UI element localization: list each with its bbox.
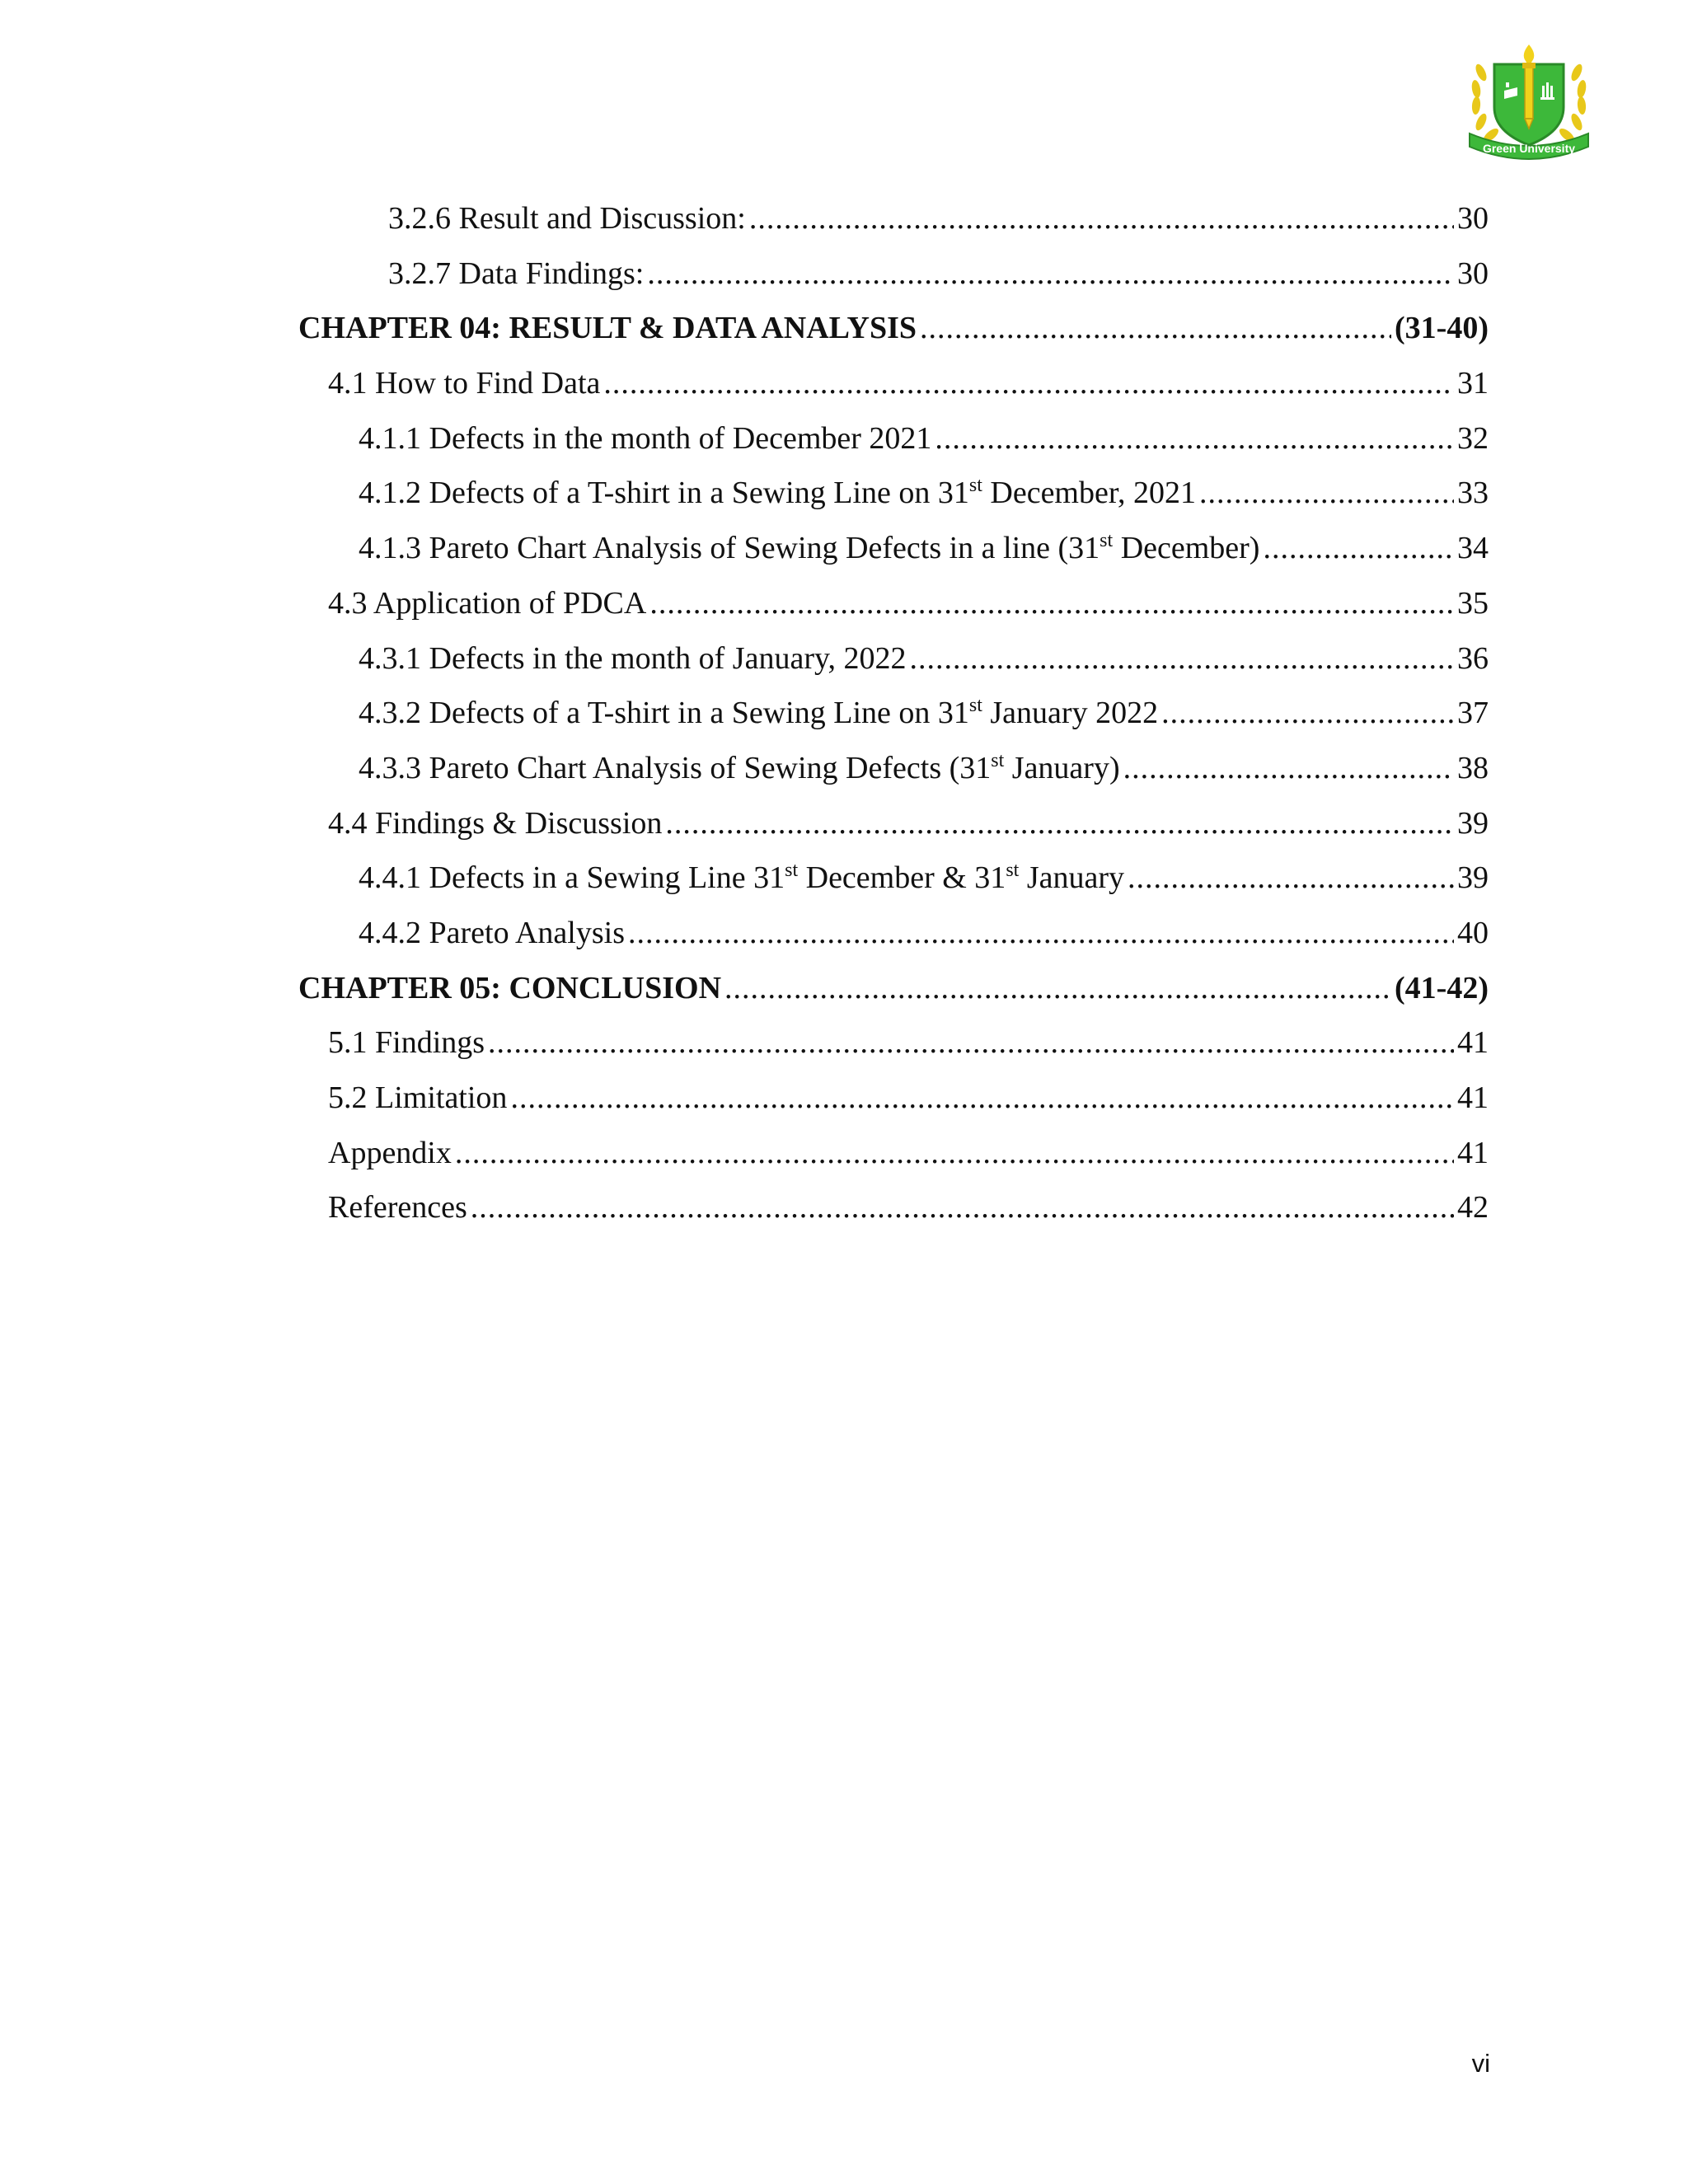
toc-entry-title: 4.3.1 Defects in the month of January, 2022 — [359, 640, 907, 676]
toc-dot-leader — [665, 796, 1454, 851]
toc-entry-title: 3.2.6 Result and Discussion: — [388, 201, 746, 236]
toc-entry[interactable] — [298, 356, 1489, 411]
toc-chapter-title: CHAPTER 04: RESULT & DATA ANALYSIS — [298, 311, 917, 346]
toc-chapter-entry[interactable] — [298, 961, 1489, 1016]
toc-entry-title: 4.1.3 Pareto Chart Analysis of Sewing Defects in a line (31st December) — [359, 530, 1260, 566]
toc-entry-title: 4.1.1 Defects in the month of December 2021 — [359, 420, 932, 456]
toc-dot-leader — [1263, 521, 1454, 576]
toc-dot-leader — [488, 1015, 1454, 1071]
toc-dot-leader — [628, 906, 1454, 961]
toc-entry-page: 41 — [1457, 1080, 1489, 1115]
toc-entry-page: 38 — [1457, 750, 1489, 785]
toc-entry[interactable] — [298, 576, 1489, 631]
toc-entry-title: 5.1 Findings — [328, 1025, 485, 1061]
toc-entry-page: 34 — [1457, 531, 1489, 566]
toc-entry-title: 4.3.3 Pareto Chart Analysis of Sewing Defects (31st January) — [359, 749, 1120, 785]
toc-entry[interactable] — [298, 521, 1489, 576]
toc-entry[interactable] — [298, 1015, 1489, 1071]
toc-entry[interactable] — [298, 411, 1489, 466]
toc-dot-leader — [935, 411, 1454, 466]
toc-entry-page: 39 — [1457, 860, 1489, 896]
toc-entry-page: 33 — [1457, 476, 1489, 511]
toc-dot-leader — [647, 246, 1454, 302]
toc-entry[interactable] — [298, 1126, 1489, 1181]
toc-chapter-pages: (41-42) — [1395, 970, 1489, 1005]
toc-entry-title: 4.4.2 Pareto Analysis — [359, 915, 625, 950]
toc-entry-title: References — [328, 1190, 467, 1226]
toc-entry-title: 4.3.2 Defects of a T-shirt in a Sewing Line on 31st January 2022 — [359, 695, 1159, 731]
toc-dot-leader — [649, 576, 1454, 631]
toc-entry[interactable] — [298, 466, 1489, 521]
toc-dot-leader — [1161, 686, 1454, 741]
toc-entry-title: 4.1 How to Find Data — [328, 366, 601, 401]
toc-entry[interactable] — [298, 741, 1489, 796]
toc-entry[interactable] — [298, 686, 1489, 741]
toc-dot-leader — [920, 301, 1391, 356]
toc-entry[interactable] — [298, 796, 1489, 851]
toc-entry-page: 32 — [1457, 420, 1489, 456]
toc-dot-leader — [1123, 741, 1454, 796]
toc-entry[interactable] — [298, 851, 1489, 906]
logo-caption: Green University — [1482, 142, 1576, 155]
table-of-contents — [298, 191, 1489, 1235]
toc-dot-leader — [603, 356, 1454, 411]
toc-entry[interactable] — [298, 1180, 1489, 1235]
toc-entry-page: 36 — [1457, 640, 1489, 676]
toc-dot-leader — [1199, 466, 1454, 521]
toc-entry-page: 41 — [1457, 1135, 1489, 1170]
university-crest-icon — [1463, 40, 1595, 163]
toc-entry[interactable] — [298, 906, 1489, 961]
page-number: vi — [1471, 2049, 1490, 2078]
toc-entry-page: 31 — [1457, 366, 1489, 401]
toc-entry-page: 30 — [1457, 201, 1489, 236]
toc-dot-leader — [471, 1180, 1454, 1235]
toc-entry-page: 35 — [1457, 585, 1489, 621]
toc-dot-leader — [455, 1126, 1454, 1181]
toc-entry-page: 40 — [1457, 915, 1489, 950]
toc-entry[interactable] — [298, 191, 1489, 246]
toc-dot-leader — [910, 631, 1455, 687]
toc-chapter-entry[interactable] — [298, 301, 1489, 356]
toc-dot-leader — [510, 1071, 1454, 1126]
toc-dot-leader — [749, 191, 1454, 246]
toc-entry-title: 4.4.1 Defects in a Sewing Line 31st December & 31st January — [359, 860, 1125, 896]
toc-entry[interactable] — [298, 1071, 1489, 1126]
toc-dot-leader — [724, 961, 1391, 1016]
toc-entry-title: 4.1.2 Defects of a T-shirt in a Sewing Line on 31st December, 2021 — [359, 475, 1196, 511]
toc-chapter-pages: (31-40) — [1395, 311, 1489, 346]
toc-entry-page: 37 — [1457, 696, 1489, 731]
toc-entry-page: 41 — [1457, 1025, 1489, 1061]
toc-dot-leader — [1128, 851, 1454, 906]
toc-entry-title: 4.4 Findings & Discussion — [328, 805, 663, 841]
toc-entry-title: 5.2 Limitation — [328, 1080, 508, 1115]
toc-entry-page: 30 — [1457, 255, 1489, 291]
toc-entry-page: 42 — [1457, 1190, 1489, 1226]
green-university-logo — [1463, 40, 1595, 163]
toc-entry[interactable] — [298, 631, 1489, 687]
toc-chapter-title: CHAPTER 05: CONCLUSION — [298, 970, 722, 1005]
toc-entry-title: 3.2.7 Data Findings: — [388, 255, 645, 291]
toc-entry-title: 4.3 Application of PDCA — [328, 585, 647, 621]
toc-entry[interactable] — [298, 246, 1489, 302]
toc-entry-title: Appendix — [328, 1135, 452, 1170]
toc-entry-page: 39 — [1457, 805, 1489, 841]
